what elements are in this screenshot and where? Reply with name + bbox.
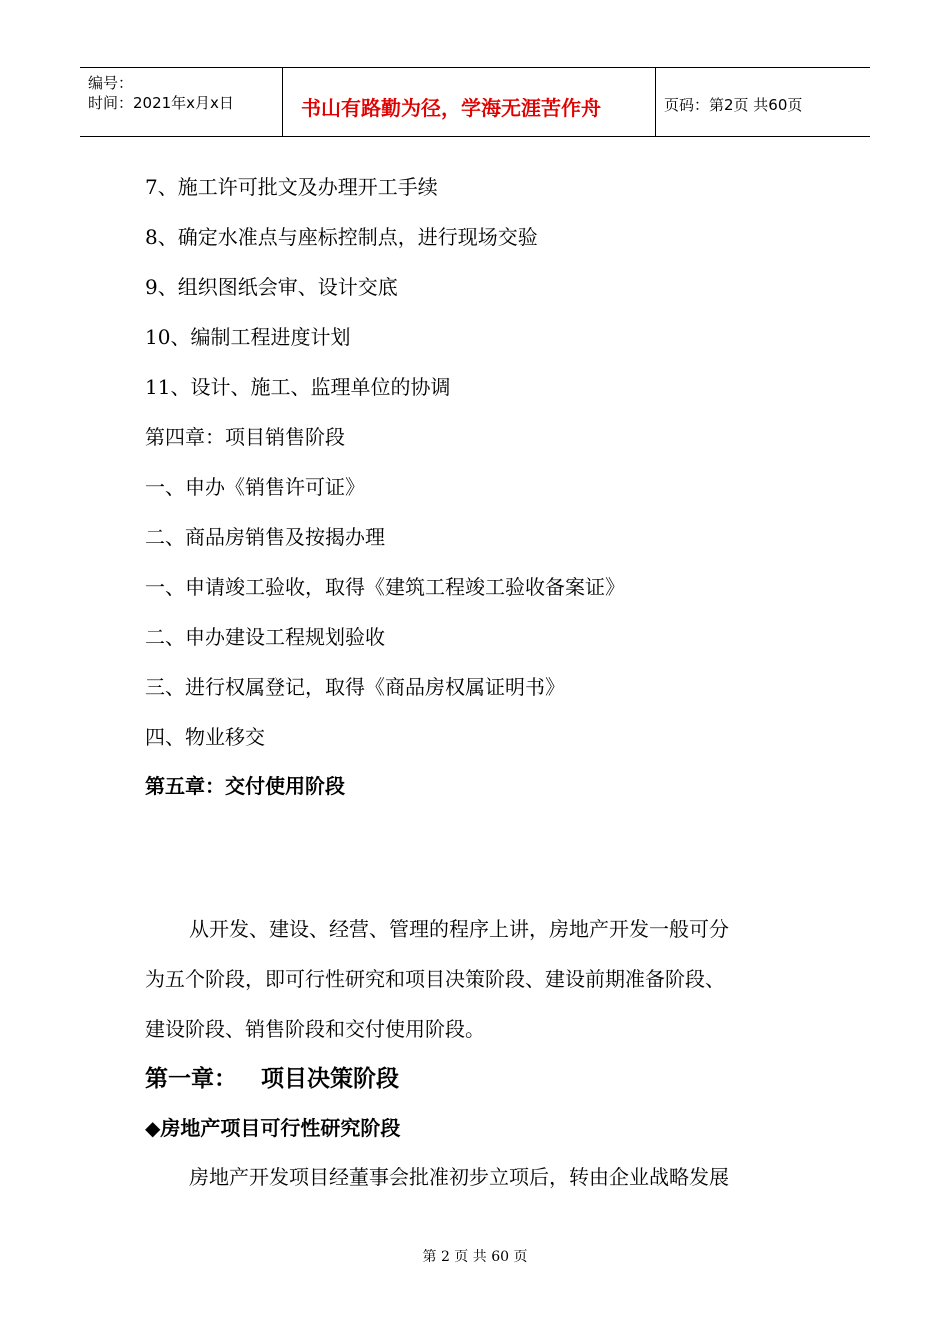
header-page-info: 页码：第2页 共60页	[664, 96, 803, 114]
list-item: 四、物业移交	[145, 725, 265, 749]
intro-paragraph-line: 建设阶段、销售阶段和交付使用阶段。	[145, 1017, 485, 1041]
list-item: 10、编制工程进度计划	[145, 325, 351, 349]
section-heading: ◆房地产项目可行性研究阶段	[145, 1116, 401, 1140]
document-date: 时间：2021年x月x日	[88, 94, 234, 112]
list-item: 三、进行权属登记，取得《商品房权属证明书》	[145, 675, 565, 699]
list-item: 二、申办建设工程规划验收	[145, 625, 385, 649]
header-page-cell	[656, 68, 870, 136]
header-motto-cell	[283, 68, 656, 136]
list-item: 二、商品房销售及按揭办理	[145, 525, 385, 549]
chapter4-heading: 第四章：项目销售阶段	[145, 425, 345, 449]
intro-paragraph-line: 从开发、建设、经营、管理的程序上讲，房地产开发一般可分	[189, 917, 729, 941]
chapter1-prefix: 第一章：	[145, 1066, 237, 1092]
header-motto: 书山有路勤为径，学海无涯苦作舟	[301, 96, 601, 120]
page-footer: 第 2 页 共 60 页	[422, 1249, 528, 1265]
intro-paragraph-line: 为五个阶段，即可行性研究和项目决策阶段、建设前期准备阶段、	[145, 967, 725, 991]
list-item: 9、组织图纸会审、设计交底	[145, 275, 398, 299]
list-item: 11、设计、施工、监理单位的协调	[145, 375, 451, 399]
chapter1-title: 项目决策阶段	[261, 1066, 399, 1092]
page-header	[80, 67, 870, 137]
chapter1-heading	[145, 1060, 399, 1093]
header-meta-cell	[80, 68, 283, 136]
list-item: 8、确定水准点与座标控制点，进行现场交验	[145, 225, 538, 249]
list-item: 一、申请竣工验收，取得《建筑工程竣工验收备案证》	[145, 575, 625, 599]
list-item: 一、申办《销售许可证》	[145, 475, 365, 499]
section-paragraph-line: 房地产开发项目经董事会批准初步立项后，转由企业战略发展	[189, 1165, 729, 1189]
chapter5-heading: 第五章：交付使用阶段	[145, 774, 345, 798]
document-number-label: 编号：	[88, 74, 134, 92]
list-item: 7、施工许可批文及办理开工手续	[145, 175, 438, 199]
